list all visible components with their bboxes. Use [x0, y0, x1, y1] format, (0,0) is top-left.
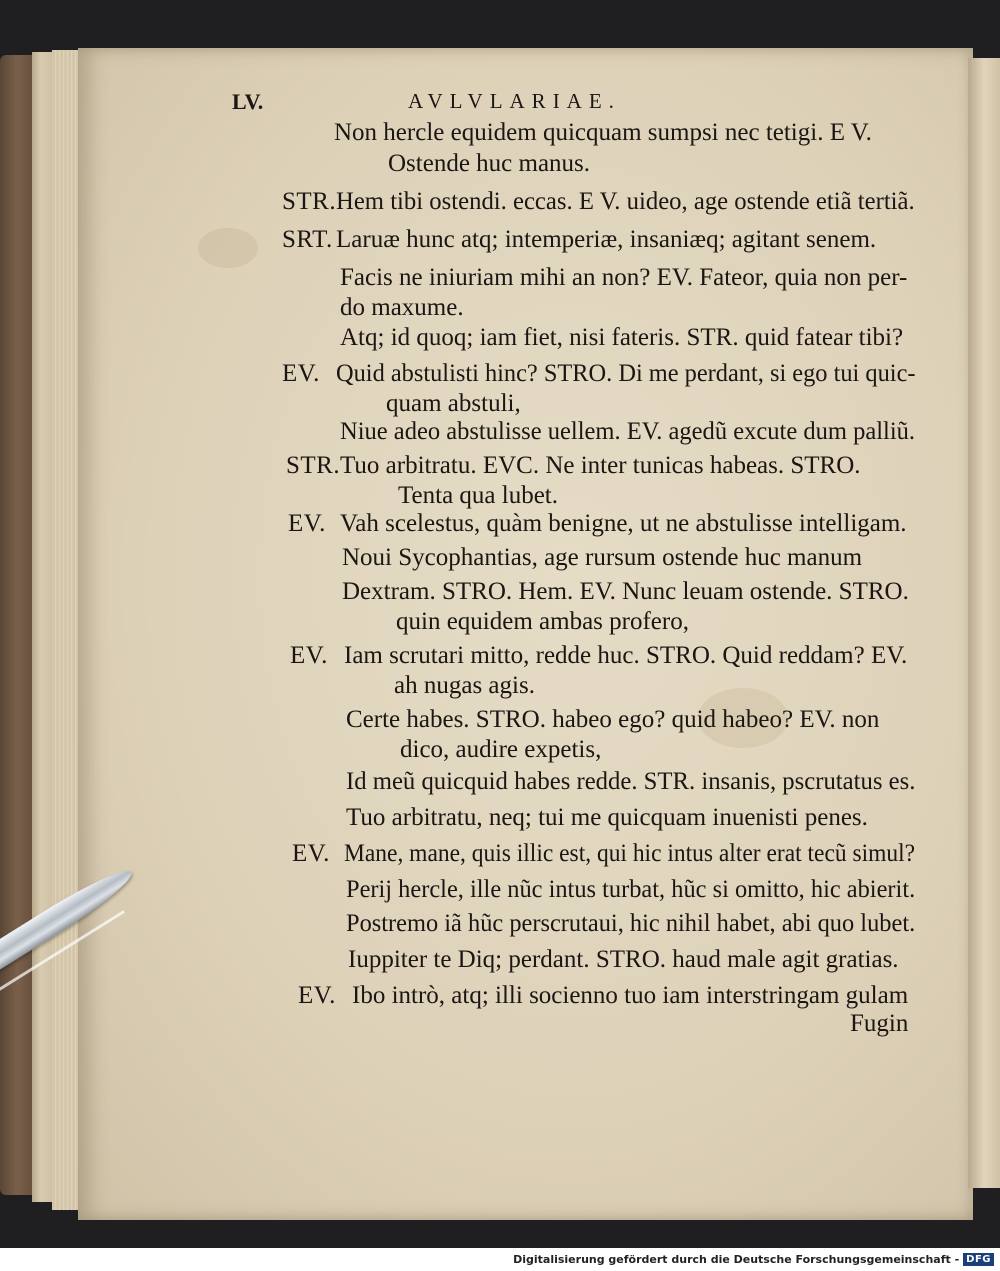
- footer-bar: [0, 1248, 1000, 1271]
- verse-line: Tuo arbitratu. EVC. Ne inter tunicas habeas. STRO.: [340, 452, 861, 479]
- verse-line: Tuo arbitratu, neq; tui me quicquam inuenisti penes.: [346, 804, 868, 831]
- page-folio: LV.: [232, 89, 264, 114]
- verse-line: Atq; id quoq; iam fiet, nisi fateris. STR. quid fatear tibi?: [340, 324, 904, 351]
- speaker-label: EV.: [292, 840, 330, 867]
- verse-line: Niue adeo abstulisse uellem. EV. agedũ excute dum palliũ.: [340, 418, 916, 445]
- verse-line: ah nugas agis.: [394, 672, 535, 699]
- speaker-label: STR.: [282, 188, 337, 215]
- verse-line: quin equidem ambas profero,: [396, 608, 689, 635]
- verse-line: Certe habes. STRO. habeo ego? quid habeo? EV. non: [346, 706, 880, 733]
- speaker-label: STR.: [286, 452, 341, 479]
- verse-line: Facis ne iniuriam mihi an non? EV. Fateor, quia non per-: [340, 264, 908, 291]
- verse-line: Ibo intrò, atq; illi socienno tuo iam interstringam gulam: [352, 982, 909, 1009]
- verse-line: Hem tibi ostendi. eccas. E V. uideo, age ostende etiã tertiã.: [336, 188, 915, 215]
- speaker-label: EV.: [282, 360, 320, 387]
- verse-line: Laruæ hunc atq; intemperiæ, insaniæq; agitant senem.: [336, 226, 877, 253]
- dfg-logo: DFG: [963, 1253, 994, 1266]
- speaker-label: EV.: [288, 510, 326, 537]
- verse-line: Ostende huc manus.: [388, 150, 591, 177]
- verse-line: do maxume.: [340, 294, 464, 321]
- footer-credit: Digitalisierung gefördert durch die Deutsche Forschungsgemeinschaft -: [513, 1253, 960, 1266]
- facing-page-edge: [968, 58, 1000, 1188]
- verse-line: dico, audire expetis,: [400, 736, 602, 763]
- paper-stain: [198, 228, 258, 268]
- speaker-label: EV.: [290, 642, 328, 669]
- speaker-label: EV.: [298, 982, 336, 1009]
- verse-line: Postremo iã hũc perscrutaui, hic nihil habet, abi quo lubet.: [346, 910, 916, 937]
- running-title: AVLVLARIAE.: [408, 89, 621, 113]
- verse-line: Mane, mane, quis illic est, qui hic intus alter erat tecũ simul?: [344, 840, 916, 867]
- verse-line: Noui Sycophantias, age rursum ostende huc manum: [342, 544, 863, 571]
- verse-line: Non hercle equidem quicquam sumpsi nec tetigi. E V.: [334, 119, 872, 146]
- cover-edge: [32, 52, 54, 1202]
- verse-line: Iam scrutari mitto, redde huc. STRO. Quid reddam? EV.: [344, 642, 908, 669]
- speaker-label: SRT.: [282, 226, 333, 253]
- verse-line: Vah scelestus, quàm benigne, ut ne abstulisse intelligam.: [340, 510, 907, 537]
- verse-line: Tenta qua lubet.: [398, 482, 558, 509]
- verse-line: Iuppiter te Diq; perdant. STRO. haud male agit gratias.: [348, 946, 899, 973]
- verse-line: Dextram. STRO. Hem. EV. Nunc leuam ostende. STRO.: [342, 578, 909, 605]
- verse-line: Id meũ quicquid habes redde. STR. insanis, pscrutatus es.: [346, 768, 916, 795]
- verse-line: Perij hercle, ille nũc intus turbat, hũc si omitto, hic abierit.: [346, 876, 916, 903]
- catchword: Fugin: [850, 1010, 909, 1037]
- verse-line: Quid abstulisti hinc? STRO. Di me perdant, si ego tui quic-: [336, 360, 916, 387]
- verse-line: quam abstuli,: [386, 390, 521, 417]
